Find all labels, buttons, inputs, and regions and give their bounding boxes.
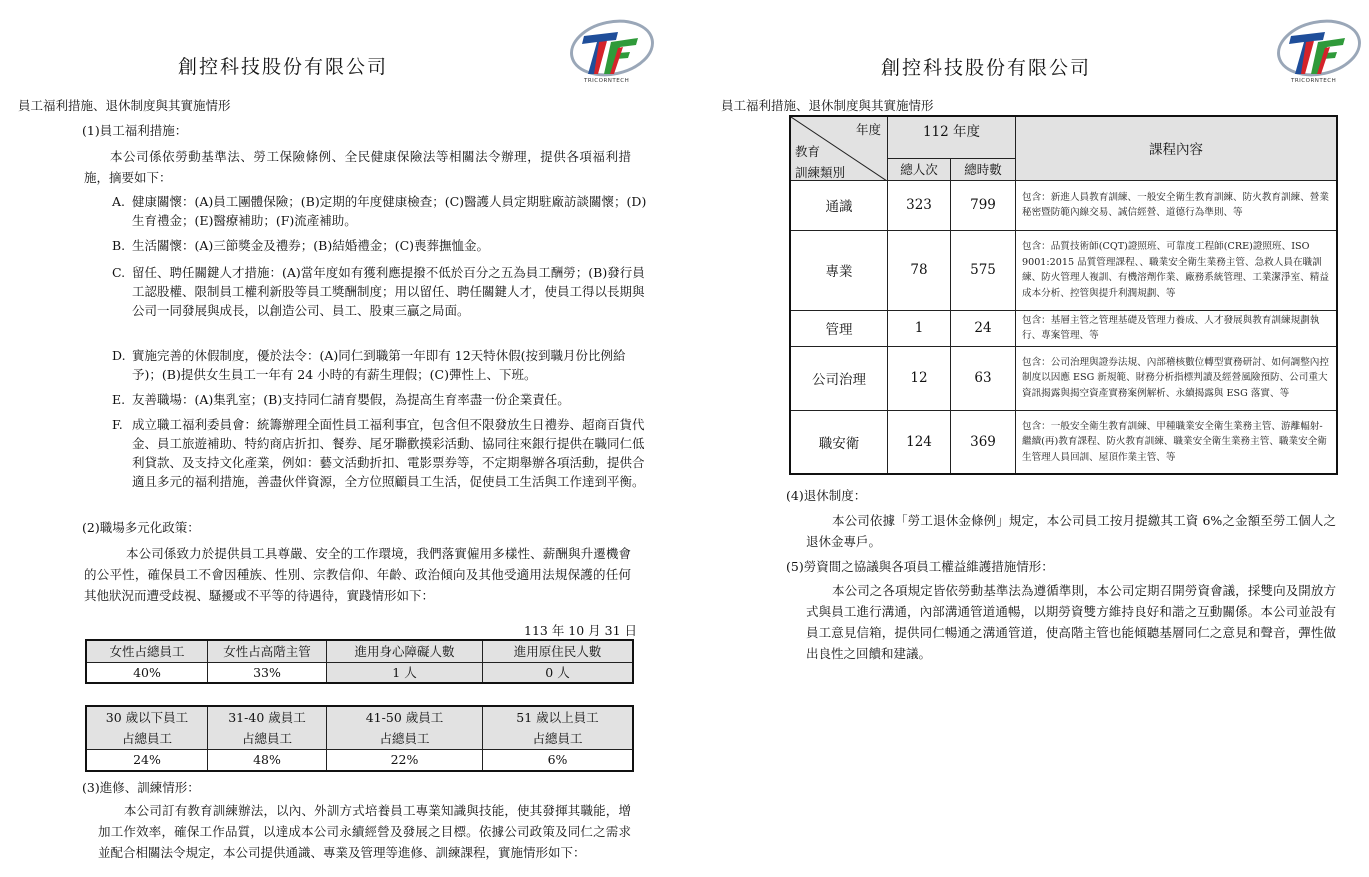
header-line: 占總員工 [532, 731, 583, 746]
hours-cell: 63 [951, 346, 1016, 410]
s1-heading: (1)員工福利措施： [82, 123, 188, 138]
benefit-label: F. [112, 417, 123, 432]
table-row [790, 410, 1337, 474]
category-cell: 管理 [790, 310, 888, 346]
table-row [790, 346, 1337, 410]
company-logo [1273, 18, 1363, 88]
company-title: 創控科技股份有限公司 [881, 57, 1092, 79]
s1-intro: 本公司係依勞動基準法、勞工保險條例、全民健康保險法等相關法令辦理，提供各項福利措施，摘要如下： [84, 149, 631, 185]
benefit-label: E. [112, 392, 126, 407]
people-cell: 124 [888, 410, 951, 474]
benefit-item-e [112, 390, 647, 409]
logo-caption: TRICORNTECH [1291, 78, 1337, 84]
header-line: 30 歲以下員工 [105, 710, 189, 725]
people-cell: 1 [888, 310, 951, 346]
table-row [790, 230, 1337, 310]
logo-caption: TRICORNTECH [584, 78, 630, 84]
benefit-text: 成立職工福利委員會：統籌辦理全面性員工福利事宜，包含但不限發放生日禮券、超商百貨代金、員工旅遊補助、特約商店折扣、餐券、尾牙聯歡摸彩活動、協同往來銀行提供在職同仁低利貸款、及支持文化產業，例如：藝文活動折扣、電影票券等，不定期舉辦各項活動，提供合適且多元的福利措施，善盡伙伴資源，全方位照顧員工生活，促使員工生活與工作達到平衡。 [132, 417, 645, 489]
tricorntech-logo-icon [566, 18, 656, 80]
benefit-label: D. [112, 348, 126, 363]
diversity-table-2 [85, 705, 634, 772]
benefit-item-a [112, 192, 647, 230]
year-header: 112 年度 [888, 116, 1016, 158]
benefit-item-c [112, 263, 647, 320]
table-corner-cell [790, 116, 888, 180]
table-row [790, 310, 1337, 346]
s2-intro: 本公司係致力於提供員工具尊嚴、安全的工作環境，我們落實僱用多樣性、薪酬與升遷機會的公平性，確保員工不會因種族、性別、宗教信仰、年齡、政治傾向及其他受適用法規保護的任何其他狀況而遭受歧視、騷擾或不平等的待遇待，實踐情形如下： [84, 546, 631, 603]
hours-cell: 799 [951, 180, 1016, 230]
tricorntech-logo-icon [1273, 18, 1363, 80]
category-cell: 通識 [790, 180, 888, 230]
table-cell: 0 人 [483, 662, 634, 683]
s2-heading: (2)職場多元化政策： [82, 520, 200, 535]
category-cell: 職安衛 [790, 410, 888, 474]
people-cell: 78 [888, 230, 951, 310]
people-cell: 323 [888, 180, 951, 230]
corner-edu: 教育 [795, 144, 821, 159]
benefit-item-f [112, 415, 647, 491]
section-title: 員工福利措施、退休制度與其實施情形 [18, 98, 231, 113]
table-cell: 48% [208, 750, 327, 771]
course-cell: 包含：品質技術師(CQT)證照班、可靠度工程師(CRE)證照班、ISO 9001:2015 品質管理課程、、職業安全衛生業務主管、急救人員在職訓練、防火管理人複訓、有機溶劑作業、廠務系統管理、工業潔淨室、精益成本分析、控管與提升利潤規劃、等 [1016, 230, 1338, 310]
header-line: 占總員工 [241, 731, 292, 746]
benefit-text: 健康關懷：(A)員工團體保險；(B)定期的年度健康檢查；(C)醫護人員定期駐廠訪談關懷；(D)生育禮金；(E)醫療補助；(F)流產補助。 [132, 194, 647, 228]
table-cell: 22% [327, 750, 483, 771]
s5-heading: (5)勞資間之協議與各項員工權益維護措施情形： [786, 559, 1054, 574]
header-line: 31-40 歲員工 [228, 710, 306, 725]
corner-year: 年度 [855, 122, 881, 137]
table-cell: 24% [86, 750, 208, 771]
table-cell: 1 人 [327, 662, 483, 683]
training-table [789, 115, 1338, 475]
table-header [483, 706, 634, 750]
table-cell: 40% [86, 662, 208, 683]
table-header [327, 706, 483, 750]
page-left [0, 0, 680, 877]
table-row [790, 180, 1337, 230]
benefit-item-b [112, 236, 647, 255]
section-title: 員工福利措施、退休制度與其實施情形 [721, 98, 934, 113]
s4-heading: (4)退休制度： [786, 488, 867, 503]
benefit-label: C. [112, 265, 126, 280]
benefit-text: 實施完善的休假制度，優於法令：(A)同仁到職第一年即有 12天特休假(按到職月份比例給予)；(B)提供女生員工一年有 24 小時的有薪生理假；(C)彈性上、下班。 [132, 348, 626, 382]
table-header [86, 706, 208, 750]
s3-intro: 本公司訂有教育訓練辦法，以內、外訓方式培養員工專業知識與技能，使其發揮其職能，增加工作效率，確保工作品質，以達成本公司永續經營及發展之目標。依據公司政策及同仁之需求並配合相關法令規定，本公司提供通識、專業及管理等進修、訓練課程，實施情形如下： [98, 803, 631, 860]
table-cell: 6% [483, 750, 634, 771]
people-header: 總人次 [888, 158, 951, 180]
hours-header: 總時數 [951, 158, 1016, 180]
benefit-label: B. [112, 238, 126, 253]
header-line: 41-50 歲員工 [365, 710, 444, 725]
course-cell: 包含：公司治理與證券法規、內部稽核數位轉型實務研討、如何調整內控制度以因應 ESG 新規範、財務分析指標判讀及經營風險預防、公司重大資訊揭露與揭空資產實務案例解析、永續揭露與 ESG 落實、等 [1016, 346, 1338, 410]
benefit-text: 友善職場：(A)集乳室；(B)支持同仁請育嬰假，為提高生育率盡一份企業責任。 [132, 392, 570, 407]
content-header: 課程內容 [1016, 116, 1338, 180]
company-title: 創控科技股份有限公司 [178, 56, 389, 78]
table-cell: 33% [208, 662, 327, 683]
s3-heading: (3)進修、訓練情形： [82, 780, 200, 795]
header-line: 占總員工 [121, 731, 172, 746]
s4-text: 本公司依據「勞工退休金條例」規定，本公司員工按月提繳其工資 6%之金額至勞工個人之退休金專戶。 [806, 513, 1336, 549]
header-line: 51 歲以上員工 [516, 710, 599, 725]
category-cell: 公司治理 [790, 346, 888, 410]
hours-cell: 369 [951, 410, 1016, 474]
hours-cell: 575 [951, 230, 1016, 310]
diversity-table-1 [85, 639, 634, 684]
table-header: 女性占總員工 [86, 640, 208, 662]
company-logo [566, 18, 656, 88]
table-header [208, 706, 327, 750]
benefit-label: A. [112, 194, 126, 209]
corner-category: 訓練類別 [795, 165, 846, 180]
hours-cell: 24 [951, 310, 1016, 346]
table-date: 113 年 10 月 31 日 [524, 623, 638, 638]
course-cell: 包含：一般安全衛生教育訓練、甲種職業安全衛生業務主管、游離輻射-繼續(再)教育課程、防火教育訓練、職業安全衛生業務主管、職業安全衛生管理人員回訓、屋頂作業主管、等 [1016, 410, 1338, 474]
table-header: 進用身心障礙人數 [327, 640, 483, 662]
table-header: 女性占高階主管 [208, 640, 327, 662]
course-cell: 包含：基層主管之管理基礎及管理力養成、人才發展與教育訓練規劃執行、專案管理、等 [1016, 310, 1338, 346]
benefit-text: 生活關懷：(A)三節獎金及禮券；(B)結婚禮金；(C)喪葬撫恤金。 [132, 238, 490, 253]
table-header: 進用原住民人數 [483, 640, 634, 662]
header-line: 占總員工 [379, 731, 430, 746]
people-cell: 12 [888, 346, 951, 410]
benefit-text: 留任、聘任關鍵人才措施：(A)當年度如有獲利應提撥不低於百分之五為員工酬勞；(B)發行員工認股權、限制員工權利新股等員工獎酬制度；用以留任、聘任關鍵人才，使員工得以長期與公司一同發展與成長，以創造公司、員工、股東三贏之局面。 [132, 265, 645, 318]
category-cell: 專業 [790, 230, 888, 310]
course-cell: 包含：新進人員教育訓練、一般安全衛生教育訓練、防火教育訓練、營業秘密暨防範內線交易、誠信經營、道德行為準則、等 [1016, 180, 1338, 230]
s5-text: 本公司之各項規定皆依勞動基準法為遵循準則，本公司定期召開勞資會議，採雙向及開放方式與員工進行溝通，內部溝通管道通暢，以期勞資雙方維持良好和諧之互動關係。本公司並設有員工意見信箱，提供同仁暢通之溝通管道，使高階主管也能傾聽基層同仁之意見和聲音，彈性做出良性之回饋和建議。 [806, 583, 1336, 661]
benefit-item-d [112, 346, 647, 384]
